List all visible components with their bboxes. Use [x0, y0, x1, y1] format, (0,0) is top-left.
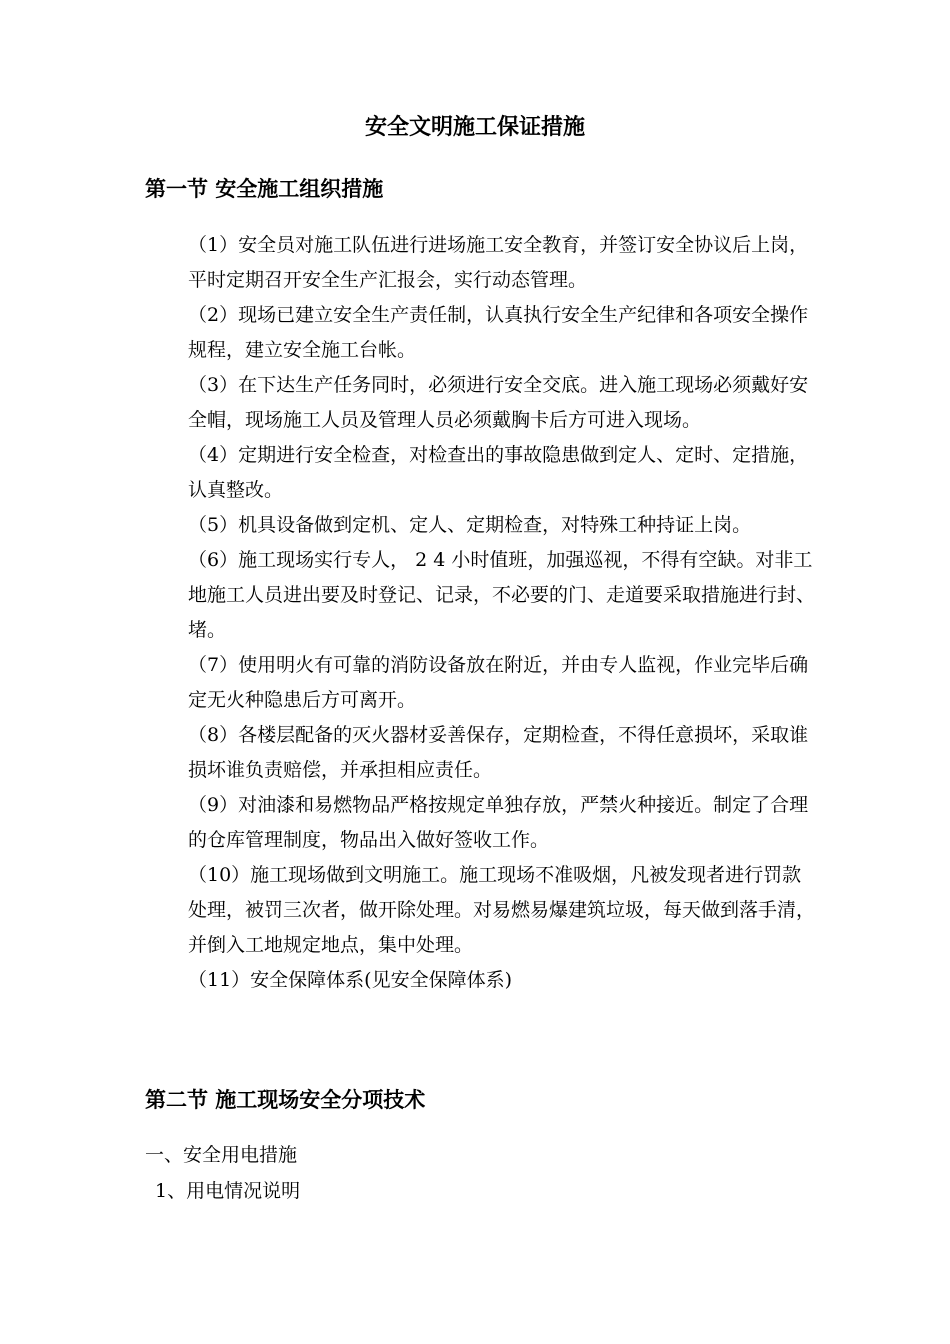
list-item: （2）现场已建立安全生产责任制，认真执行安全生产纪律和各项安全操作规程，建立安全施工台帐。 — [188, 304, 809, 361]
list-item: （10）施工现场做到文明施工。施工现场不准吸烟，凡被发现者进行罚款处理，被罚三次者，做开除处理。对易燃易爆建筑垃圾，每天做到落手清，并倒入工地规定地点，集中处理。 — [188, 864, 816, 956]
list-item: （11）安全保障体系(见安全保障体系) — [188, 969, 513, 991]
list-item: （9）对油漆和易燃物品严格按规定单独存放，严禁火种接近。制定了合理的仓库管理制度，物品出入做好签收工作。 — [188, 794, 809, 851]
list-item: （6）施工现场实行专人， 2 4 小时值班，加强巡视，不得有空缺。对非工地施工人员进出要及时登记、记录，不必要的门、走道要采取措施进行封、堵。 — [188, 549, 816, 641]
list-item: （1）安全员对施工队伍进行进场施工安全教育，并签订安全协议后上岗，平时定期召开安全生产汇报会，实行动态管理。 — [188, 234, 809, 291]
document-title: 安全文明施工保证措施 — [364, 115, 585, 140]
section-1-body — [188, 228, 818, 998]
sub-heading-electric-safety: 一、安全用电措施 — [145, 1144, 298, 1166]
list-item: （5）机具设备做到定机、定人、定期检查，对特殊工种持证上岗。 — [188, 514, 752, 536]
list-item: （8）各楼层配备的灭火器材妥善保存，定期检查，不得任意损坏，采取谁损坏谁负责赔偿，并承担相应责任。 — [188, 724, 809, 781]
sub-heading-power-usage: 1、用电情况说明 — [155, 1180, 301, 1202]
list-item: （7）使用明火有可靠的消防设备放在附近，并由专人监视，作业完毕后确定无火种隐患后方可离开。 — [188, 654, 809, 711]
list-item: （3）在下达生产任务同时，必须进行安全交底。进入施工现场必须戴好安全帽，现场施工人员及管理人员必须戴胸卡后方可进入现场。 — [188, 374, 809, 431]
section-heading-2: 第二节 施工现场安全分项技术 — [145, 1088, 426, 1112]
section-heading-1: 第一节 安全施工组织措施 — [145, 177, 384, 201]
list-item: （4）定期进行安全检查，对检查出的事故隐患做到定人、定时、定措施，认真整改。 — [188, 444, 809, 501]
